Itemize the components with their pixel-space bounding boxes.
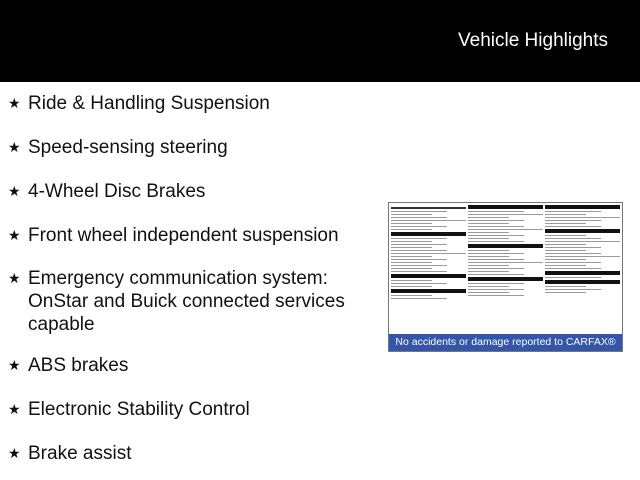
feature-item bbox=[8, 398, 368, 421]
feature-text: Electronic Stability Control bbox=[28, 399, 250, 420]
feature-text: Brake assist bbox=[28, 443, 132, 464]
page-title: Vehicle Highlights bbox=[458, 30, 608, 51]
feature-item bbox=[8, 267, 368, 336]
feature-text: Speed-sensing steering bbox=[28, 137, 228, 158]
header-bar bbox=[0, 0, 640, 82]
star-bullet-icon: ★ bbox=[8, 401, 21, 417]
feature-item bbox=[8, 354, 368, 377]
sticker-column bbox=[545, 205, 620, 295]
feature-item bbox=[8, 224, 368, 247]
window-sticker-thumbnail[interactable] bbox=[388, 202, 623, 352]
window-sticker-image bbox=[389, 203, 622, 334]
star-bullet-icon: ★ bbox=[8, 270, 21, 286]
star-bullet-icon: ★ bbox=[8, 227, 21, 243]
feature-text: Emergency communication system: OnStar and Buick connected services capable bbox=[28, 268, 345, 335]
feature-text: Ride & Handling Suspension bbox=[28, 93, 270, 114]
star-bullet-icon: ★ bbox=[8, 445, 21, 461]
star-bullet-icon: ★ bbox=[8, 183, 21, 199]
feature-text: 4-Wheel Disc Brakes bbox=[28, 181, 206, 202]
sticker-column bbox=[391, 205, 466, 301]
carfax-banner[interactable]: No accidents or damage reported to CARFAX® bbox=[389, 334, 622, 351]
feature-item bbox=[8, 136, 368, 159]
star-bullet-icon: ★ bbox=[8, 95, 21, 111]
star-bullet-icon: ★ bbox=[8, 357, 21, 373]
feature-item bbox=[8, 442, 368, 465]
feature-text: ABS brakes bbox=[28, 355, 129, 376]
sticker-column bbox=[468, 205, 543, 298]
star-bullet-icon: ★ bbox=[8, 139, 21, 155]
feature-item bbox=[8, 92, 368, 115]
feature-text: Front wheel independent suspension bbox=[28, 225, 339, 246]
feature-item bbox=[8, 180, 368, 203]
